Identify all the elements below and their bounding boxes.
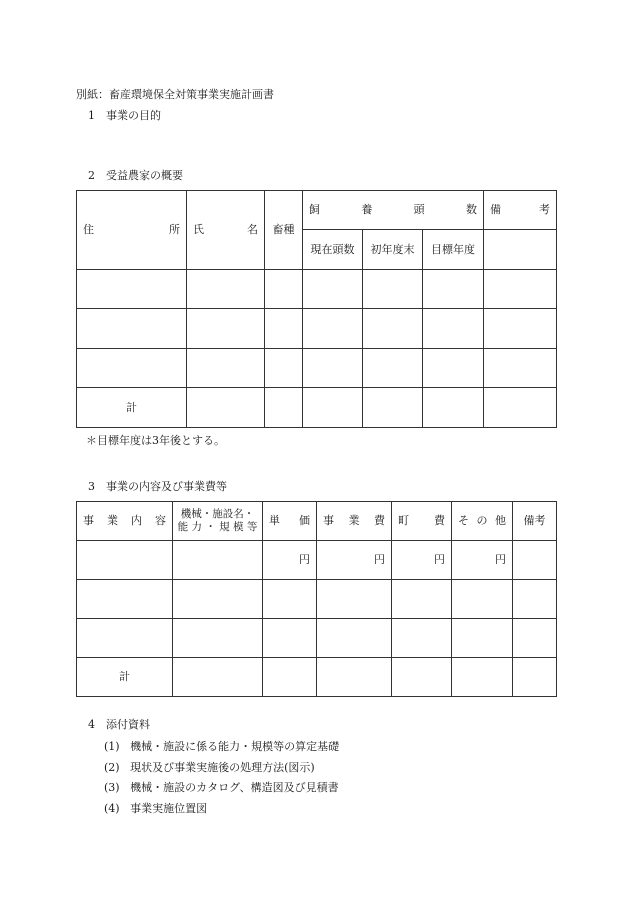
remarks-cell bbox=[484, 230, 557, 270]
table-row bbox=[77, 270, 557, 309]
yen-unit: 円 bbox=[392, 541, 452, 580]
yen-unit: 円 bbox=[452, 541, 513, 580]
total-row bbox=[77, 658, 557, 697]
header-remarks: 備 考 bbox=[484, 191, 557, 230]
header-unit-price: 単 価 bbox=[263, 502, 317, 541]
total-label-2: 計 bbox=[77, 658, 173, 697]
yen-unit: 円 bbox=[317, 541, 392, 580]
project-cost-table bbox=[76, 501, 557, 697]
table-row bbox=[77, 309, 557, 349]
table-row bbox=[77, 580, 557, 619]
table-row bbox=[77, 349, 557, 388]
header-other: そ の 他 bbox=[452, 502, 513, 541]
header-facility: 機械・施設名・ 能 力 ・ 規 模 等 bbox=[173, 502, 263, 541]
attachment-item: (4) 事業実施位置図 bbox=[104, 802, 208, 815]
attachment-item: (3) 機械・施設のカタログ、構造図及び見積書 bbox=[104, 781, 339, 794]
table-row bbox=[77, 541, 557, 580]
attachment-item: (2) 現状及び事業実施後の処理方法(図示) bbox=[104, 761, 315, 774]
target-year-note: ＊目標年度は3年後とする。 bbox=[86, 434, 225, 447]
header-head-count: 飼 養 頭 数 bbox=[303, 191, 484, 230]
farmers-table bbox=[76, 190, 557, 428]
header-livestock: 畜種 bbox=[265, 191, 303, 270]
header-current-count: 現在頭数 bbox=[303, 230, 363, 270]
section-2-title: 2 受益農家の概要 bbox=[88, 169, 183, 182]
attachment-item: (1) 機械・施設に係る能力・規模等の算定基礎 bbox=[104, 740, 340, 753]
section-3-title: 3 事業の内容及び事業費等 bbox=[88, 480, 227, 493]
header-address: 住 所 bbox=[77, 191, 187, 270]
total-row bbox=[77, 388, 557, 428]
header-name: 氏 名 bbox=[187, 191, 265, 270]
section-4-title: 4 添付資料 bbox=[88, 718, 150, 731]
table-row bbox=[77, 619, 557, 658]
section-1-title: 1 事業の目的 bbox=[88, 109, 161, 122]
header-content: 事 業 内 容 bbox=[77, 502, 173, 541]
header-first-year-end: 初年度末 bbox=[363, 230, 423, 270]
header-remarks-2: 備考 bbox=[513, 502, 557, 541]
document-heading: 別紙：畜産環境保全対策事業実施計画書 bbox=[76, 88, 274, 101]
header-project-cost: 事 業 費 bbox=[317, 502, 392, 541]
header-town-cost: 町 費 bbox=[392, 502, 452, 541]
header-target-year: 目標年度 bbox=[423, 230, 484, 270]
total-label: 計 bbox=[77, 388, 187, 428]
yen-unit: 円 bbox=[263, 541, 317, 580]
